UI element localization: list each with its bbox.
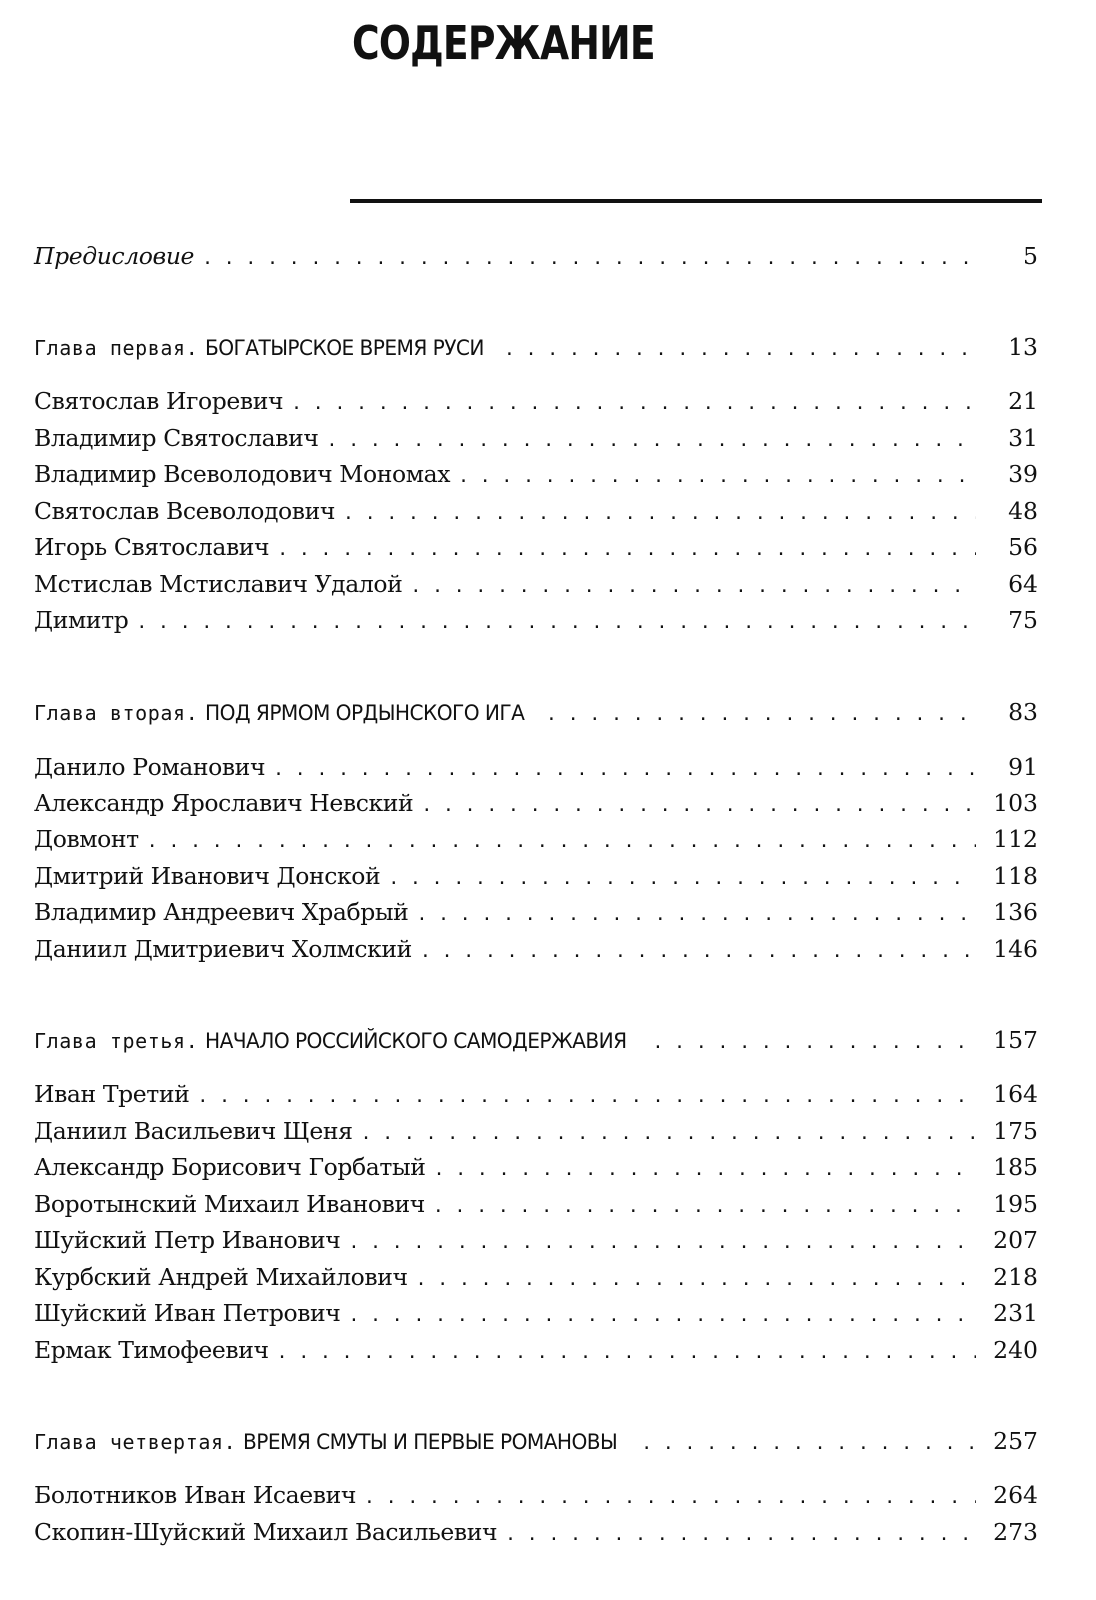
toc-entry (34, 604, 1038, 636)
toc-entry (34, 1334, 1038, 1366)
dot-leader (421, 790, 976, 822)
toc-entry-page: 185 (993, 1153, 1038, 1181)
toc-entry-label: Довмонт (34, 825, 139, 853)
toc-entry-page: 39 (1008, 460, 1038, 488)
toc-entry-page: 175 (993, 1117, 1038, 1145)
toc-entry-page: 136 (993, 898, 1038, 926)
toc-entry-page: 240 (993, 1336, 1038, 1364)
toc-entry-label: Димитр (34, 606, 129, 634)
dot-leader (458, 461, 976, 493)
toc-entry (34, 823, 1038, 855)
toc-entry-label: Мстислав Мстиславич Удалой (34, 570, 403, 598)
toc-entry-label: Предисловие (34, 242, 195, 270)
dot-leader (348, 1227, 976, 1259)
chapter-title: БОГАТЫРСКОЕ ВРЕМЯ РУСИ (205, 336, 485, 360)
chapter-prefix: Глава первая. (34, 336, 199, 360)
chapter-prefix: Глава третья. (34, 1029, 199, 1053)
toc-entry (34, 1516, 1038, 1548)
chapter-prefix: Глава вторая. (34, 701, 199, 725)
chapter-heading (34, 1425, 1038, 1457)
dot-leader (416, 899, 976, 931)
chapter-heading (34, 1024, 1038, 1056)
toc-entry-page: 31 (1008, 424, 1038, 452)
toc-entry (34, 896, 1038, 928)
toc-entry (34, 531, 1038, 563)
toc-entry-page: 103 (993, 789, 1038, 817)
toc-entry-label: Данило Романович (34, 753, 266, 781)
dot-leader (327, 425, 976, 457)
toc-entry-label: Курбский Андрей Михайлович (34, 1263, 408, 1291)
toc-entry-page: 195 (993, 1190, 1038, 1218)
toc-entry-page: 146 (993, 935, 1038, 963)
toc-entry-label: Скопин-Шуйский Михаил Васильевич (34, 1518, 498, 1546)
dot-leader (277, 534, 976, 566)
toc-entry-page: 112 (993, 825, 1038, 853)
toc-entry-preface (34, 240, 1038, 272)
toc-entry (34, 1261, 1038, 1293)
chapter-page: 13 (1008, 333, 1038, 361)
chapter-heading (34, 331, 1038, 363)
toc-entry-label: Шуйский Иван Петрович (34, 1299, 341, 1327)
dot-leader (364, 1482, 976, 1514)
dot-leader (641, 1428, 976, 1460)
dot-leader (202, 243, 976, 275)
toc-entry-page: 118 (993, 862, 1038, 890)
toc-entry-page: 207 (993, 1226, 1038, 1254)
dot-leader (361, 1118, 976, 1150)
toc-entry-page: 91 (1008, 753, 1038, 781)
toc-entry (34, 860, 1038, 892)
dot-leader (273, 754, 976, 786)
toc-entry-page: 231 (993, 1299, 1038, 1327)
toc-entry-page: 64 (1008, 570, 1038, 598)
dot-leader (434, 1154, 976, 1186)
chapter-title: ПОД ЯРМОМ ОРДЫНСКОГО ИГА (205, 701, 525, 725)
toc-entry-page: 48 (1008, 497, 1038, 525)
toc-entry (34, 422, 1038, 454)
toc-entry-page: 273 (993, 1518, 1038, 1546)
toc-entry-label: Шуйский Петр Иванович (34, 1226, 341, 1254)
toc-entry (34, 568, 1038, 600)
toc-entry-label: Воротынский Михаил Иванович (34, 1190, 425, 1218)
toc-entry-page: 164 (993, 1080, 1038, 1108)
toc-entry (34, 1115, 1038, 1147)
dot-leader (388, 863, 976, 895)
toc-entry (34, 1479, 1038, 1511)
toc-entry (34, 787, 1038, 819)
toc-entry-page: 21 (1008, 387, 1038, 415)
toc-entry (34, 933, 1038, 965)
toc-entry-page: 75 (1008, 606, 1038, 634)
toc-entry (34, 1151, 1038, 1183)
toc-entry (34, 751, 1038, 783)
toc-entry (34, 1188, 1038, 1220)
toc-entry-label: Святослав Игоревич (34, 387, 284, 415)
toc-entry-label: Александр Борисович Горбатый (34, 1153, 426, 1181)
dot-leader (546, 699, 976, 731)
toc-entry (34, 1078, 1038, 1110)
toc-entry (34, 458, 1038, 490)
toc-entry-label: Александр Ярославич Невский (34, 789, 414, 817)
chapter-prefix: Глава четвертая. (34, 1430, 237, 1454)
chapter-page: 83 (1008, 698, 1038, 726)
dot-leader (416, 1264, 976, 1296)
chapter-page: 257 (993, 1427, 1038, 1455)
dot-leader (136, 607, 976, 639)
dot-leader (348, 1300, 976, 1332)
dot-leader (277, 1337, 976, 1369)
title-rule (350, 199, 1042, 203)
toc-entry-label: Ермак Тимофеевич (34, 1336, 269, 1364)
toc-entry (34, 1224, 1038, 1256)
toc-entry-label: Дмитрий Иванович Донской (34, 862, 381, 890)
toc-entry (34, 385, 1038, 417)
toc-entry-label: Святослав Всеволодович (34, 497, 336, 525)
toc-entry-label: Игорь Святославич (34, 533, 270, 561)
toc-entry (34, 1297, 1038, 1329)
dot-leader (420, 936, 976, 968)
toc-entry-label: Владимир Андреевич Храбрый (34, 898, 409, 926)
toc-entry-page: 218 (993, 1263, 1038, 1291)
toc-entry-label: Иван Третий (34, 1080, 190, 1108)
chapter-heading (34, 696, 1038, 728)
dot-leader (147, 826, 976, 858)
toc-entry-label: Даниил Дмитриевич Холмский (34, 935, 412, 963)
toc-entry-page: 56 (1008, 533, 1038, 561)
chapter-page: 157 (993, 1026, 1038, 1054)
dot-leader (291, 388, 976, 420)
toc-entry (34, 495, 1038, 527)
toc-entry-label: Владимир Всеволодович Мономах (34, 460, 451, 488)
dot-leader (653, 1027, 977, 1059)
toc-entry-label: Даниил Васильевич Щеня (34, 1117, 353, 1145)
toc-entry-label: Болотников Иван Исаевич (34, 1481, 357, 1509)
toc-entry-page: 264 (993, 1481, 1038, 1509)
toc-entry-page: 5 (1023, 242, 1038, 270)
dot-leader (505, 1519, 976, 1551)
chapter-title: НАЧАЛО РОССИЙСКОГО САМОДЕРЖАВИЯ (205, 1029, 627, 1053)
dot-leader (343, 498, 976, 530)
dot-leader (197, 1081, 976, 1113)
dot-leader (433, 1191, 976, 1223)
dot-leader (410, 571, 976, 603)
page-title: СОДЕРЖАНИЕ (352, 16, 655, 70)
dot-leader (504, 334, 976, 366)
chapter-title: ВРЕМЯ СМУТЫ И ПЕРВЫЕ РОМАНОВЫ (243, 1430, 618, 1454)
toc-entry-label: Владимир Святославич (34, 424, 319, 452)
